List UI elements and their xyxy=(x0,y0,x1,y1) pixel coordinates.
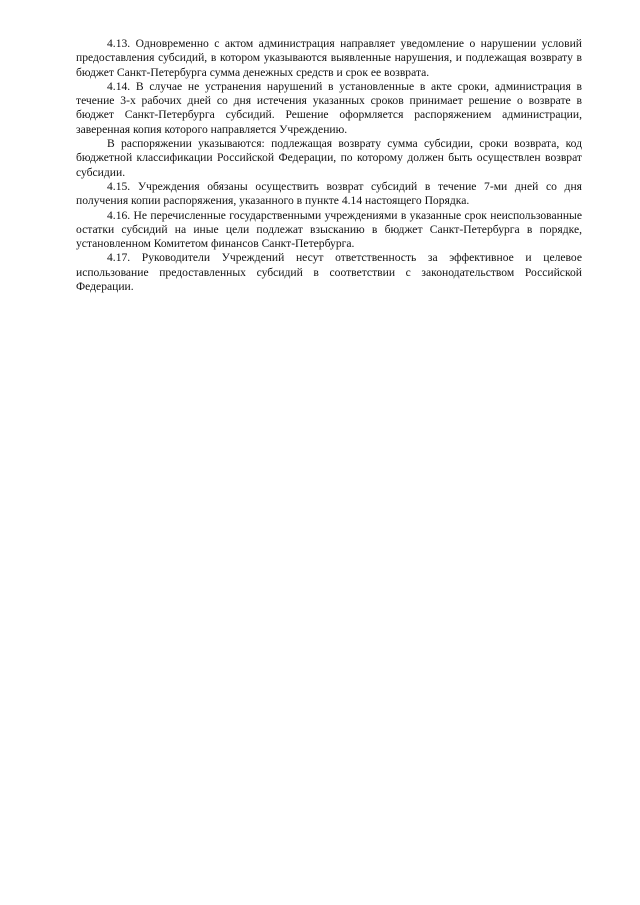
paragraph-4-15: 4.15. Учреждения обязаны осуществить возврат субсидий в течение 7-ми дней со дня получения копии распоряжения, указанного в пункте 4.14 настоящего Порядка. xyxy=(76,179,582,208)
document-body xyxy=(76,37,582,294)
paragraph-4-17: 4.17. Руководители Учреждений несут ответственность за эффективное и целевое использование предоставленных субсидий в соответствии с законодательством Российской Федерации. xyxy=(76,251,582,294)
paragraph-4-13: 4.13. Одновременно с актом администрация направляет уведомление о нарушении условий предоставления субсидий, в котором указываются выявленные нарушения, и подлежащая возврату в бюджет Санкт-Петербурга сумма денежных средств и срок ее возврата. xyxy=(76,37,582,79)
paragraph-order-contents: В распоряжении указываются: подлежащая возврату сумма субсидии, сроки возврата, код бюджетной классификации Российской Федерации, по которому должен быть осуществлен возврат субсидии. xyxy=(76,137,582,179)
paragraph-4-16: 4.16. Не перечисленные государственными учреждениями в указанные срок неиспользованные остатки субсидий на иные цели подлежат взысканию в бюджет Санкт-Петербурга в порядке, установленном Комитетом финансов Санкт-Петербурга. xyxy=(76,208,582,251)
paragraph-4-14: 4.14. В случае не устранения нарушений в установленные в акте сроки, администрация в течение 3-х рабочих дней со дня истечения указанных сроков принимает решение о возврате в бюджет Санкт-Петербурга субсидий. Решение оформляется распоряжением администрации, заверенная копия которого направляется Учреждению. xyxy=(76,79,582,136)
